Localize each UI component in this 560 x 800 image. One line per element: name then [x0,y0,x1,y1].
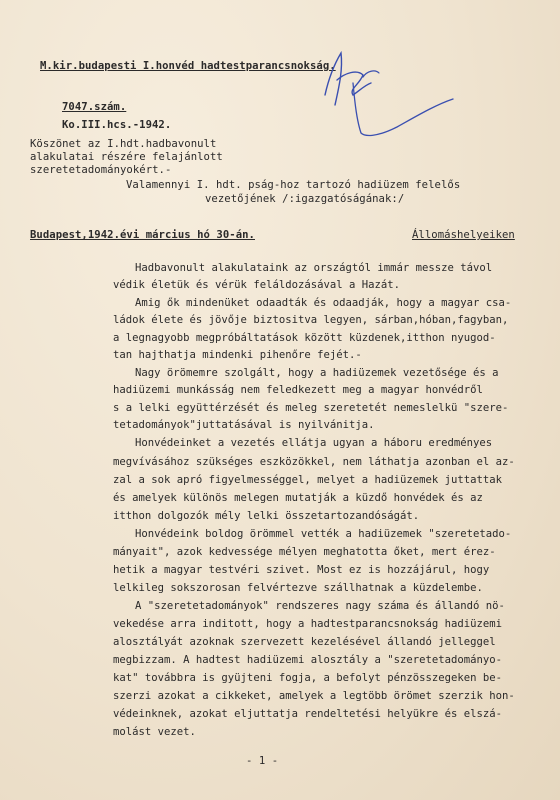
page-number: - 1 - [246,755,279,767]
body-line: hetik a magyar testvéri szivet. Most ez is hozzájárul, hogy [113,564,490,576]
body-line: és amelyek különös melegen mutatják a küzdő honvédek és az [113,492,483,504]
body-line: hadiüzemi munkásság nem feledkezett meg a magyar honvédről [113,384,483,396]
organization-header: M.kir.budapesti I.honvéd hadtestparancsnokság. [40,60,336,72]
place-date: Budapest,1942.évi március hó 30-án. [30,229,255,241]
addressee-line: vezetőjének /:igazgatóságának:/ [205,193,405,205]
body-line: alosztályát azoknak szervezett kezelésével állandó jelleggel [113,636,496,648]
body-line: Nagy örömemre szolgált, hogy a hadiüzemek vezetősége és a [135,367,499,379]
body-line: megbizzam. A hadtest hadiüzemi alosztály a "szeretetadományo- [113,654,503,666]
body-line: A "szeretetadományok" rendszeres nagy száma és állandó nö- [135,600,505,612]
body-line: lelkileg sokszorosan felvértezve szállhatnak a küzdelembe. [113,582,483,594]
subject-line: alakulatai részére felajánlott [30,151,223,163]
subject-line: Köszönet az I.hdt.hadbavonult [30,138,217,150]
body-line: védeinknek, azokat eljuttatja rendeltetési helyükre és elszá- [113,708,503,720]
signature-stroke [353,83,453,135]
body-line: zal a sok apró figyelmességgel, melyet a hadiüzemek juttattak [113,474,503,486]
body-line: Amig ők mindenüket odaadták és odaadják, hogy a magyar csa- [135,297,512,309]
handwritten-signature [305,25,465,165]
body-line: s a lelki együttérzését és meleg szeretetét nemeslelkü "szere- [113,402,509,414]
subject-line: szeretetadományokért.- [30,164,172,176]
body-line: ládok élete és jövője biztositva legyen, sárban,hóban,fagyban, [113,314,509,326]
location-note: Állomáshelyeiken [412,229,515,241]
body-line: molást vezet. [113,726,196,738]
body-line: szerzi azokat a cikkeket, amelyek a legtöbb örömet szerzik hon- [113,690,515,702]
division-code: Ko.III.hcs.-1942. [62,119,172,131]
body-line: védik életük és vérük feláldozásával a Hazát. [113,279,401,291]
body-line: mányait", azok kedvessége mélyen meghatotta őket, mert érez- [113,546,496,558]
body-line: Hadbavonult alakulataink az országtól immár messze távol [135,262,493,274]
body-line: a legnagyobb megpróbáltatások között küzdenek,itthon nyugod- [113,332,496,344]
body-line: kat" továbbra is gyüjteni fogja, a befolyt pénzösszegeken be- [113,672,503,684]
body-line: Honvédeink boldog örömmel vették a hadiüzemek "szeretetado- [135,528,512,540]
addressee-line: Valamennyi I. hdt. pság-hoz tartozó hadiüzem felelős [126,179,461,191]
body-line: tan hajthatja mindenki pihenőre fejét.- [113,349,362,361]
body-line: vekedése arra inditott, hogy a hadtestparancsnokság hadiüzemi [113,618,503,630]
body-line: tetadományok"juttatásával is nyilvánitja. [113,419,375,431]
signature-stroke [363,71,379,77]
body-line: Honvédeinket a vezetés ellátja ugyan a háboru eredményes [135,437,493,449]
body-line: megvívásához szükséges eszközökkel, nem láthatja azonban el az- [113,456,515,468]
reference-number: 7047.szám. [62,101,127,113]
body-line: itthon dolgozók mély lelki összetartozandóságát. [113,510,420,522]
